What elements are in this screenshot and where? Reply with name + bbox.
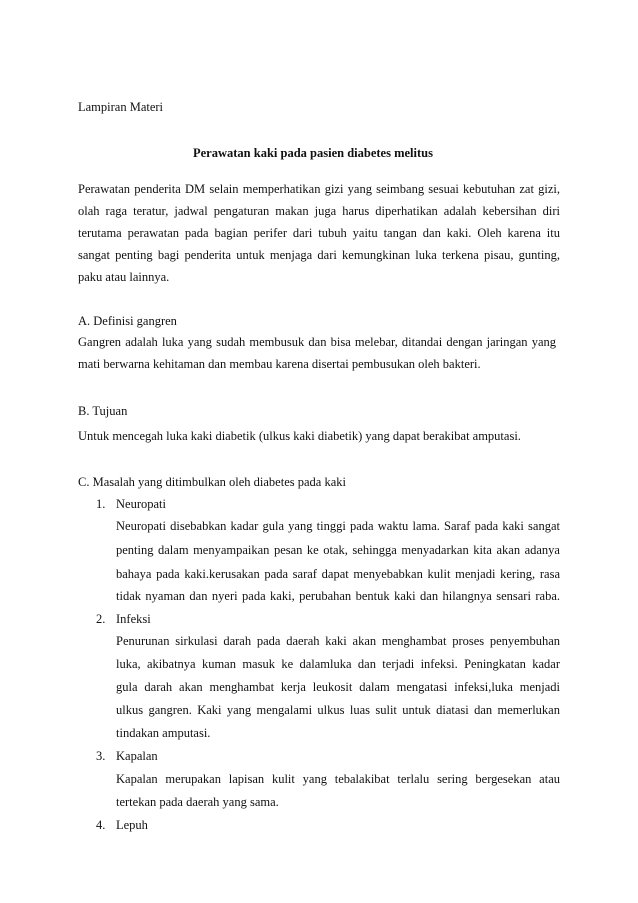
document-title: Perawatan kaki pada pasien diabetes melitus xyxy=(193,146,433,160)
list-item-line: tindakan amputasi. xyxy=(116,726,211,740)
intro-line: paku atau lainnya. xyxy=(78,270,170,284)
list-item-line: Kapalan merupakan lapisan kulit yang tebalakibat terlalu sering bergesekan atau xyxy=(116,772,560,786)
list-item-line: tidak nyaman dan nyeri pada kaki, perubahan bentuk kaki dan hilangnya sensari raba. xyxy=(116,589,560,603)
list-item-line: ulkus gangren. Kaki yang mengalami ulkus luas sulit untuk diatasi dan memerlukan xyxy=(116,703,560,717)
list-item-line: gula darah akan menghambat kerja leukosit dalam mengatasi infeksi,luka menjadi xyxy=(116,680,560,694)
list-item-number: 1. xyxy=(96,497,106,511)
list-item-title: Kapalan xyxy=(116,749,158,763)
section-a-heading: A. Definisi gangren xyxy=(78,314,177,328)
list-item-line: Penurunan sirkulasi darah pada daerah kaki akan menghambat proses penyembuhan xyxy=(116,634,560,648)
intro-line: sangat penting bagi penderita untuk menjaga dari kemungkinan luka terkena pisau, gunting, xyxy=(78,248,560,262)
attachment-header: Lampiran Materi xyxy=(78,100,164,114)
list-item-title: Lepuh xyxy=(116,818,148,832)
section-a-line: mati berwarna kehitaman dan membau karena disertai pembusukan oleh bakteri. xyxy=(78,357,481,371)
section-a-line: Gangren adalah luka yang sudah membusuk dan bisa melebar, ditandai dengan jaringan yang xyxy=(78,335,556,349)
intro-line: Perawatan penderita DM selain memperhatikan gizi yang seimbang sesuai kebutuhan zat gizi, xyxy=(78,182,560,196)
list-item-title: Infeksi xyxy=(116,612,151,626)
section-b-line: Untuk mencegah luka kaki diabetik (ulkus kaki diabetik) yang dapat berakibat amputasi. xyxy=(78,429,521,443)
intro-line: terutama perawatan pada bagian perifer dari tubuh yaitu tangan dan kaki. Oleh karena itu xyxy=(78,226,560,240)
list-item-title: Neuropati xyxy=(116,497,166,511)
list-item-line: luka, akibatnya kuman masuk ke dalamluka dan terjadi infeksi. Peningkatan kadar xyxy=(116,657,560,671)
list-item-number: 2. xyxy=(96,612,106,626)
section-b-heading: B. Tujuan xyxy=(78,404,128,418)
section-c-heading: C. Masalah yang ditimbulkan oleh diabetes pada kaki xyxy=(78,475,346,489)
list-item-line: bahaya pada kaki.kerusakan pada saraf dapat menyebabkan kulit menjadi kering, rasa xyxy=(116,567,560,581)
list-item-line: tertekan pada daerah yang sama. xyxy=(116,795,279,809)
list-item-line: penting dalam menyampaikan pesan ke otak, sehingga menyadarkan kita akan adanya xyxy=(116,543,560,557)
list-item-number: 3. xyxy=(96,749,106,763)
intro-line: olah raga teratur, jadwal pengaturan makan juga harus diperhatikan adalah kebersihan diri xyxy=(78,204,560,218)
list-item-line: Neuropati disebabkan kadar gula yang tinggi pada waktu lama. Saraf pada kaki sangat xyxy=(116,519,560,533)
list-item-number: 4. xyxy=(96,818,106,832)
